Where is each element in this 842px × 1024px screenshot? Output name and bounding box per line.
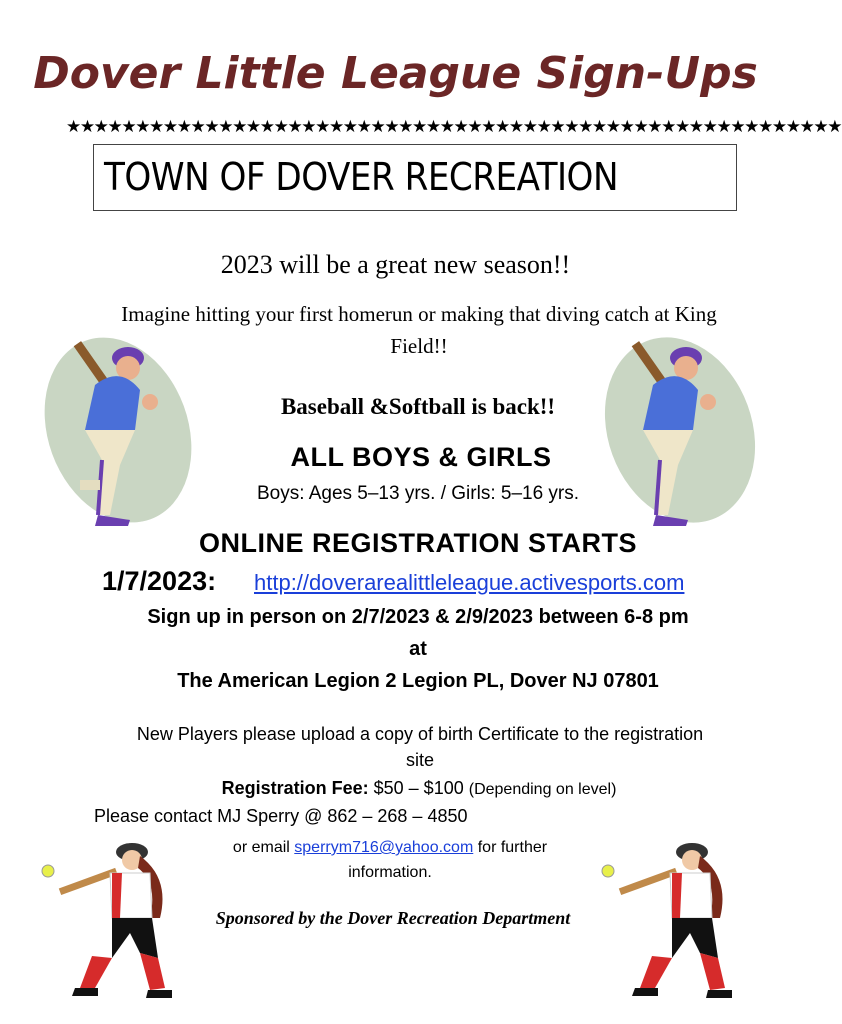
ages-line: Boys: Ages 5–13 yrs. / Girls: 5–16 yrs. (256, 483, 580, 504)
all-boys-girls-heading: ALL BOYS & GIRLS (290, 442, 552, 472)
flyer-title: Dover Little League Sign-Ups (33, 48, 758, 99)
fee-label: Registration Fee: (221, 778, 369, 798)
online-registration-heading: ONLINE REGISTRATION STARTS (199, 528, 637, 558)
email-suffix: for further (477, 839, 548, 856)
contact-line: Please contact MJ Sperry @ 862 – 268 – 4850 (94, 806, 468, 826)
fee-amount: $50 – $100 (373, 778, 464, 798)
fee-note: (Depending on level) (468, 781, 617, 798)
imagine-line: Imagine hitting your first homerun or making that diving catch at King Field!! (121, 302, 717, 358)
email-link[interactable]: sperrym716@yahoo.com (294, 839, 474, 856)
town-heading-box (93, 144, 737, 211)
location-line: The American Legion 2 Legion PL, Dover NJ 07801 (177, 670, 659, 692)
back-line: Baseball &Softball is back!! (280, 394, 556, 419)
registration-link[interactable]: http://doverarealittleleague.activesports.com (254, 570, 685, 595)
registration-start-date: 1/7/2023: (102, 566, 217, 596)
registration-fee (0, 778, 838, 799)
town-heading: TOWN OF DOVER RECREATION (104, 155, 619, 199)
new-players-note: New Players please upload a copy of birth Certificate to the registration site (136, 724, 704, 770)
star-divider: ★★★★★★★★★★★★★★★★★★★★★★★★★★★★★★★★★★★★★★★★★★★★★★★★★★★★★★★★ (66, 117, 842, 137)
at-line: at (409, 638, 427, 660)
season-line: 2023 will be a great new season!! (220, 250, 571, 279)
sponsor-line: Sponsored by the Dover Recreation Department (215, 908, 571, 928)
in-person-signup: Sign up in person on 2/7/2023 & 2/9/2023 between 6-8 pm (147, 606, 689, 628)
email-line-two: information. (348, 864, 432, 881)
email-prefix: or email (232, 839, 290, 856)
